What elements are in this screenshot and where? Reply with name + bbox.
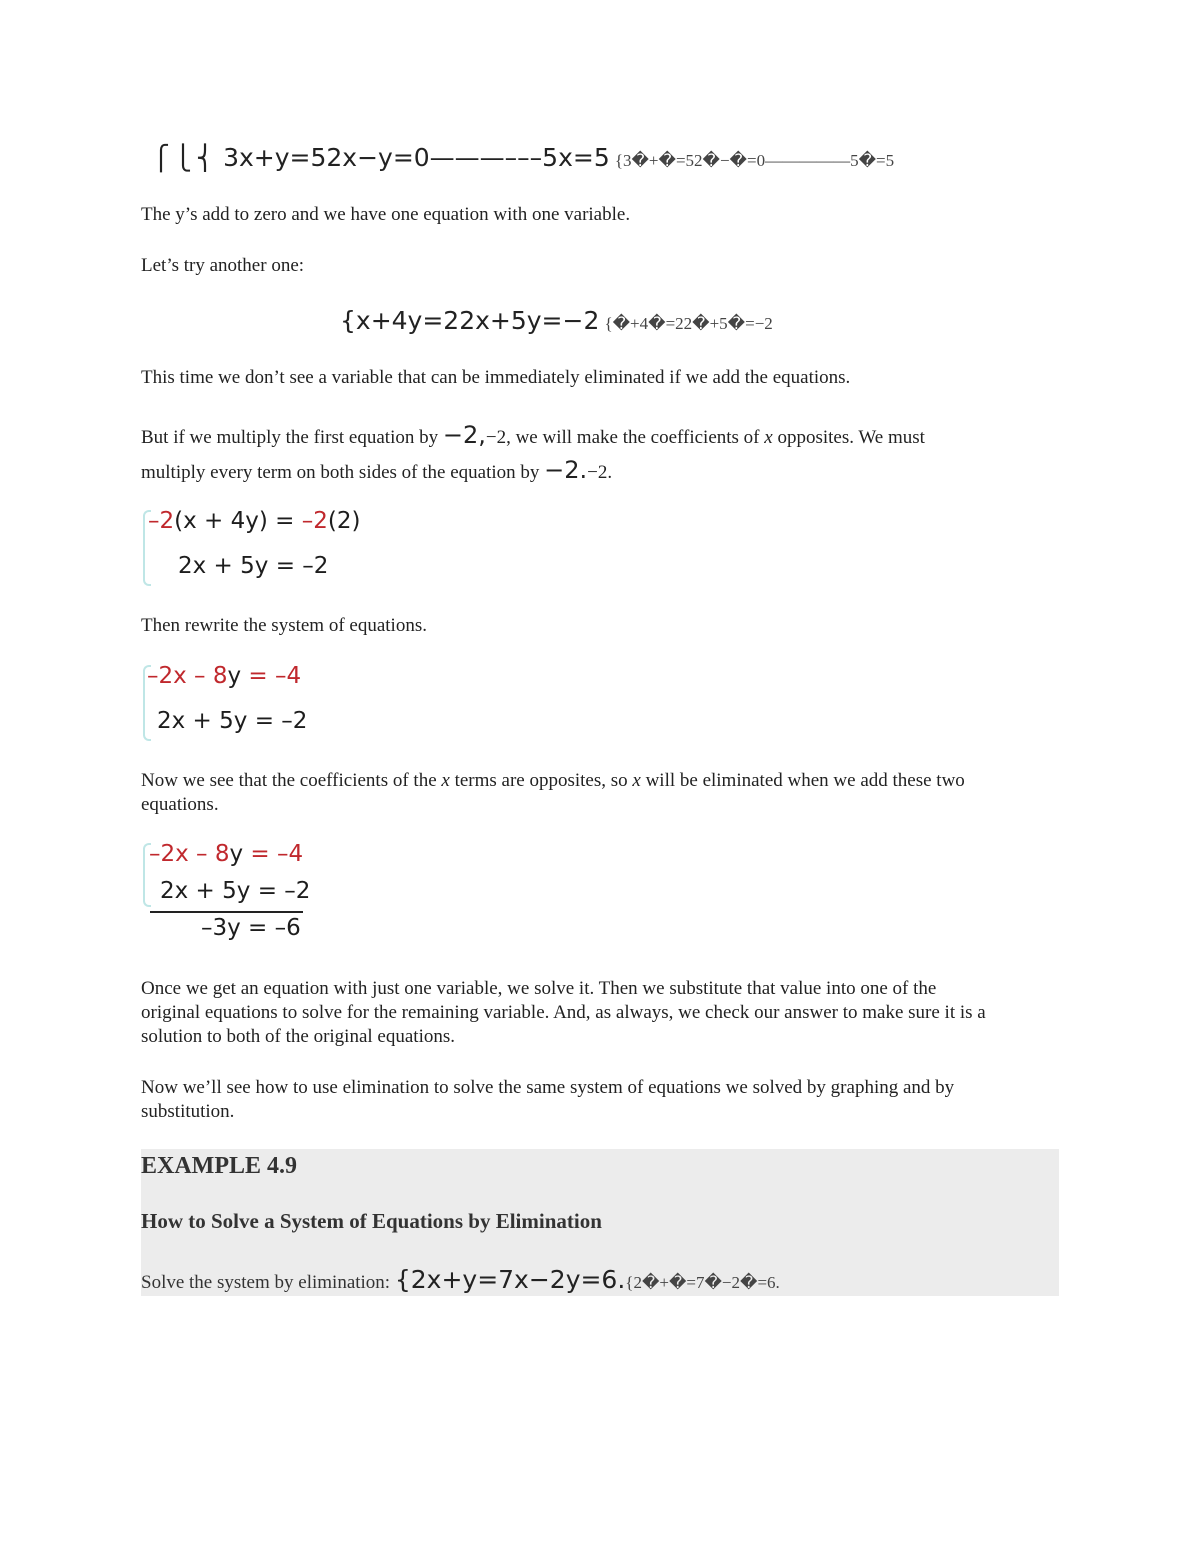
system-3-l1b: y bbox=[229, 841, 244, 867]
system-1-line-2: 2x + 5y = –2 bbox=[178, 553, 329, 579]
system-3-l1c: = –4 bbox=[243, 841, 304, 867]
p4-math-fallback: −2, we will make the coefficients of bbox=[485, 427, 760, 448]
paragraph-rewrite-system: Then rewrite the system of equations. bbox=[141, 615, 427, 636]
equation-2-fallback: {�+4�=22�+5�=−2 bbox=[604, 314, 773, 333]
p7-line-2: original equations to solve for the remaining variable. And, as always, we check our answer to make sure it is a bbox=[141, 1002, 986, 1023]
equation-1-brace: ⎧⎩⎨ bbox=[152, 144, 218, 172]
p6-variable-x1: x bbox=[441, 770, 450, 791]
equation-2-main: {x+4y=22x+5y=−2 bbox=[340, 306, 600, 335]
p4-math-fallback-2: −2. bbox=[587, 462, 613, 483]
equation-1 bbox=[152, 143, 894, 172]
p6-text-c: will be eliminated when we add these two bbox=[645, 770, 965, 791]
p4-math-minus-two: −2, bbox=[442, 421, 486, 449]
system-2-line-2: 2x + 5y = –2 bbox=[157, 708, 308, 734]
paragraph-no-variable-eliminated: This time we don’t see a variable that can be immediately eliminated if we add the equations. bbox=[141, 367, 851, 388]
p4-text-c: multiply every term on both sides of the equation by bbox=[141, 462, 540, 483]
example-math: {2x+y=7x−2y=6. bbox=[394, 1265, 626, 1294]
example-prompt-line bbox=[141, 1265, 780, 1294]
paragraph-use-elimination bbox=[141, 1076, 954, 1124]
system-3-sum-line bbox=[150, 911, 303, 913]
paragraph-y-add-to-zero: The y’s add to zero and we have one equation with one variable. bbox=[141, 204, 631, 225]
equation-1-main: 3x+y=52x−y=0———–––5x=5 bbox=[223, 143, 610, 172]
p6-text-d: equations. bbox=[141, 794, 219, 815]
equation-1-fallback: {3�+�=52�−�=0—————5�=5 bbox=[614, 151, 895, 170]
paragraph-try-another: Let’s try another one: bbox=[141, 255, 305, 276]
equation-2 bbox=[340, 306, 773, 335]
example-math-fallback: {2�+�=7�−2�=6. bbox=[625, 1273, 780, 1292]
p8-line-1: Now we’ll see how to use elimination to solve the same system of equations we solved by graphing and by bbox=[141, 1077, 955, 1098]
p8-line-2: substitution. bbox=[141, 1101, 235, 1122]
p6-text-a: Now we see that the coefficients of the bbox=[141, 770, 437, 791]
system-1-line-1 bbox=[148, 508, 360, 534]
p6-variable-x2: x bbox=[632, 770, 641, 791]
paragraph-coefficients-opposites bbox=[141, 769, 965, 817]
example-prompt: Solve the system by elimination: bbox=[141, 1272, 391, 1293]
system-2-l1b: y bbox=[227, 663, 242, 689]
system-1-rhs: (2) bbox=[327, 508, 361, 534]
system-3-l1a: –2x – 8 bbox=[149, 841, 230, 867]
system-1-rhs-red: –2 bbox=[301, 508, 328, 534]
system-1-expr: (x + 4y) = bbox=[174, 508, 302, 534]
p4-variable-x: x bbox=[764, 427, 773, 448]
example-box bbox=[141, 1149, 1059, 1296]
system-3-line-2: 2x + 5y = –2 bbox=[160, 878, 311, 904]
p7-line-3: solution to both of the original equations. bbox=[141, 1026, 455, 1047]
system-2-line-1 bbox=[147, 663, 301, 689]
example-title: EXAMPLE 4.9 bbox=[141, 1153, 297, 1179]
system-1-coef-red: –2 bbox=[148, 508, 175, 534]
example-subtitle: How to Solve a System of Equations by Elimination bbox=[141, 1209, 602, 1233]
system-3-line-1 bbox=[149, 841, 303, 867]
system-2-l1a: –2x – 8 bbox=[147, 663, 228, 689]
paragraph-multiply-first-equation bbox=[141, 420, 925, 488]
system-2-l1c: = –4 bbox=[241, 663, 302, 689]
system-3-result: –3y = –6 bbox=[201, 915, 301, 941]
p4-text-b: opposites. We must bbox=[777, 427, 925, 448]
p4-text-a: But if we multiply the first equation by bbox=[141, 427, 439, 448]
p4-math-minus-two-2: −2. bbox=[544, 456, 588, 484]
p6-text-b: terms are opposites, so bbox=[454, 770, 628, 791]
paragraph-solve-substitute bbox=[141, 977, 986, 1049]
p7-line-1: Once we get an equation with just one variable, we solve it. Then we substitute that value into one of the bbox=[141, 978, 937, 999]
